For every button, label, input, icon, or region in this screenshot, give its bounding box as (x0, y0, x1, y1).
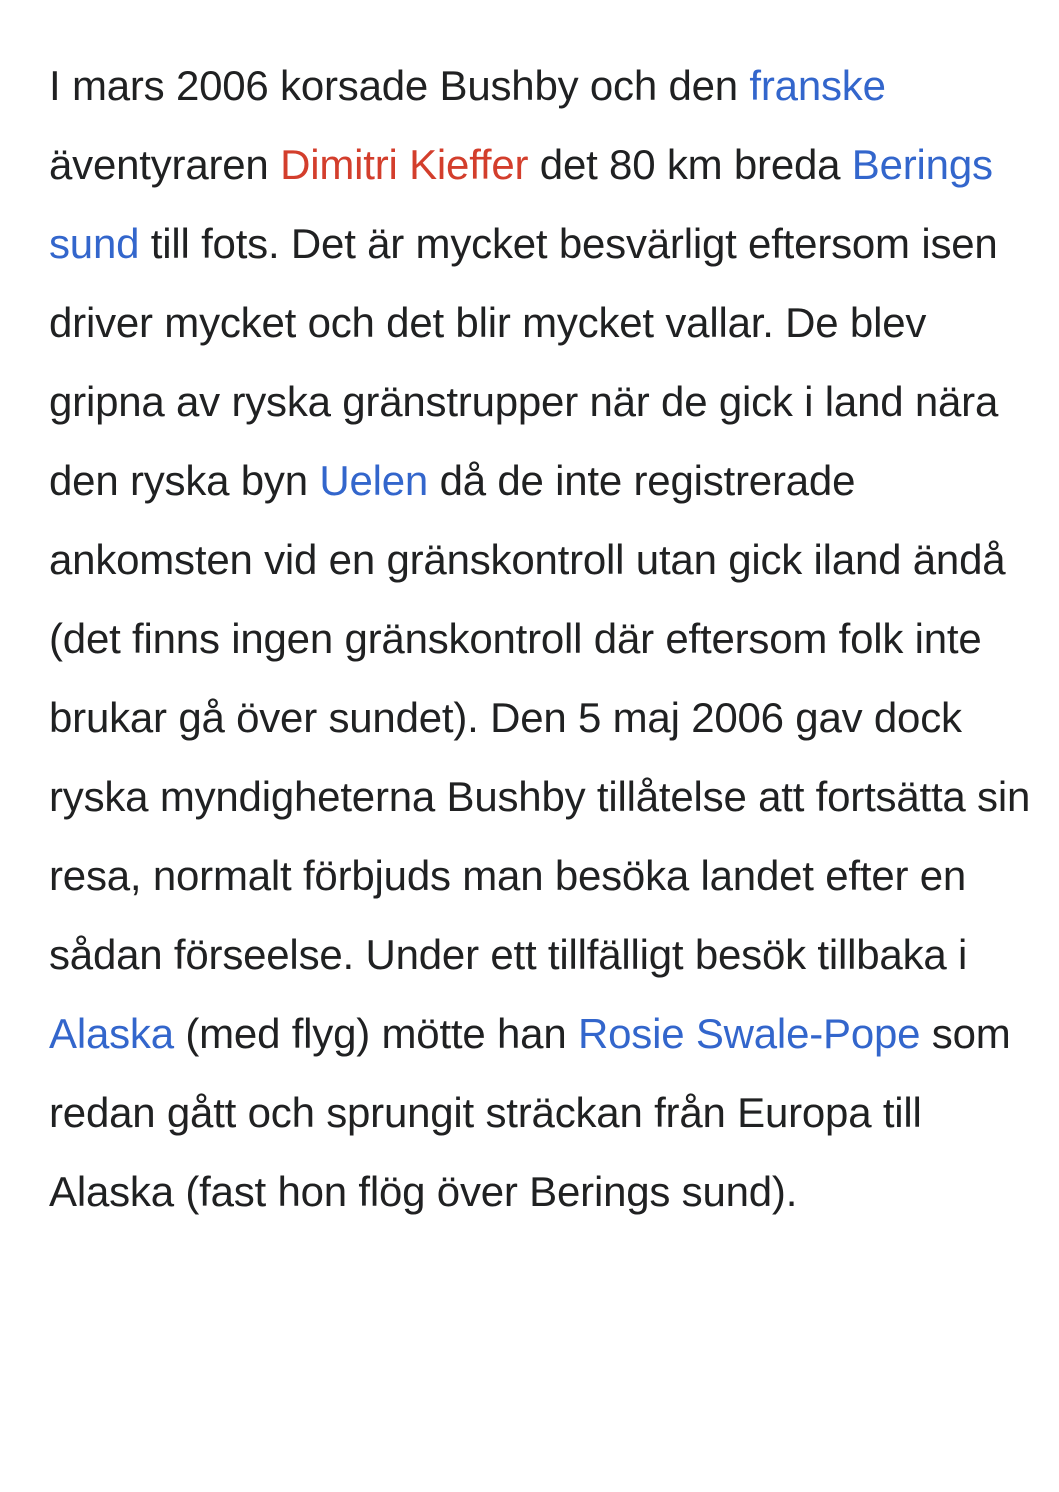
text-segment: (med flyg) mötte han (173, 1010, 578, 1057)
article-paragraph (49, 46, 1039, 1231)
link-dimitri-kieffer[interactable]: Dimitri Kieffer (280, 141, 529, 188)
text-segment: I mars 2006 korsade Bushby och den (49, 62, 750, 109)
link-franske[interactable]: franske (749, 62, 886, 109)
link-rosie-swale-pope[interactable]: Rosie Swale-Pope (577, 1010, 921, 1057)
text-segment: till fots. Det är mycket besvärligt eftersom isen driver mycket och det blir mycket vallar. De blev gripna av ryska gränstrupper när de gick i land nära den ryska byn (49, 220, 999, 504)
text-segment: det 80 km breda (528, 141, 852, 188)
text-segment: äventyraren (49, 141, 281, 188)
link-alaska[interactable]: Alaska (49, 1010, 174, 1057)
link-berings-sund[interactable]: Berings sund (49, 141, 993, 267)
text-segment: då de inte registrerade ankomsten vid en gränskontroll utan gick iland ändå (det finns ingen gränskontroll där eftersom folk inte brukar gå över sundet). Den 5 maj 2006 gav dock ryska myndigheterna Bushby tillåtelse att fortsätta sin resa, normalt förbjuds man besöka landet efter en sådan förseelse. Under ett tillfälligt besök tillbaka i (49, 457, 1031, 978)
link-uelen[interactable]: Uelen (319, 457, 429, 504)
text-segment: som redan gått och sprungit sträckan från Europa till Alaska (fast hon flög över Berings sund). (49, 1010, 1011, 1215)
